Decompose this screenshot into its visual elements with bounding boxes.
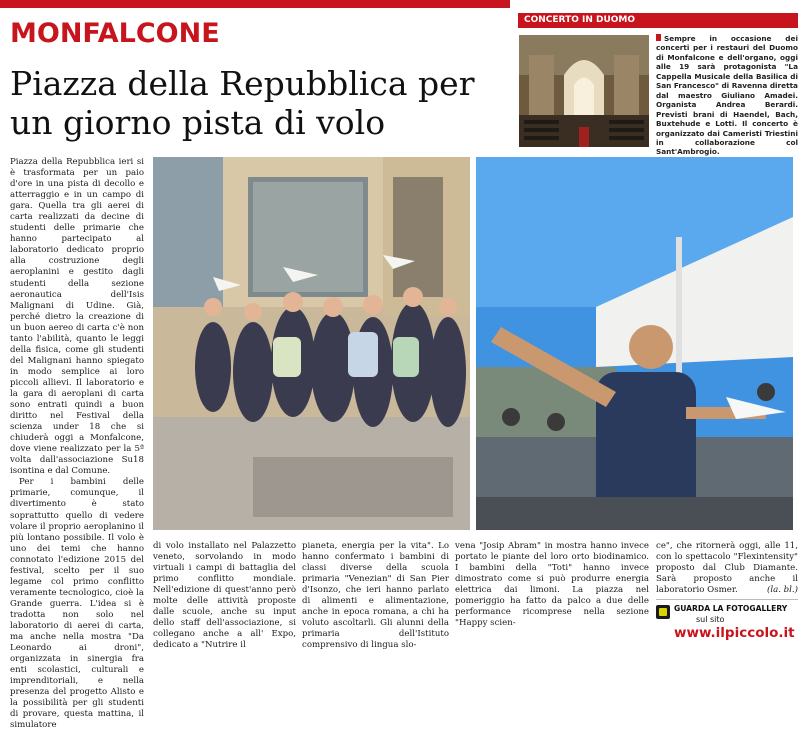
sidebar-heading: CONCERTO IN DUOMO: [518, 13, 798, 28]
article-column-1: [10, 157, 144, 731]
article-column-5: [656, 541, 798, 601]
article-paragraph: Piazza della Repubblica ieri si è trasformata per un paio d'ore in una pista di decollo e atterraggio e in un campo di gara. Quella tra gli aerei di carta realizzati da decine di studenti delle primarie che hanno partecipato al laboratorio dedicato proprio alla costruzione degli aeroplanini e gestito dagli studenti della sezione aeronautica dell'Isis Malignani di Udine. Già, perché dietro la creazione di un buon aereo di carta c'è non tanto l'abilità, quanto le leggi della fisica, come gli studenti del Malignani hanno spiegato in modo semplice ai loro piccoli allievi. Il laboratorio e la gara di aeroplani di carta sono entrati quindi a buon diritto nel Festival della scienza under 18 che si chiuderà oggi a Monfalcone, dove viene realizzato per la 5ª volta dall'associazione Su18 isontina e dal Comune.: [10, 157, 144, 477]
gallery-promo[interactable]: [656, 599, 798, 645]
top-accent-bar: [0, 0, 510, 8]
headline: Piazza della Repubblica per un giorno pista di volo: [10, 64, 475, 142]
sidebar-text: [656, 34, 798, 157]
section-title: MONFALCONE: [10, 18, 220, 49]
article-column-4: vena "Josip Abram" in mostra hanno invece portato le piante del loro orto biodinamico. I bambini della "Toti" hanno invece dimostrato come si può produrre energia elettrica dai limoni. La piazza nel pomeriggio ha fatto da palco a due delle performance ricomprese nella sezione "Happy scien-: [455, 541, 649, 629]
sidebar-body: Sempre in occasione dei concerti per i restauri del Duomo di Monfalcone e dell'organo, oggi alle 19 sarà protagonista "La Cappella Musicale della Basilica di San Francesco" di Ravenna diretta dal maestro Giuliano Amadei. Organista Andrea Berardi. Previsti brani di Haendel, Bach, Buxtehude e Lotti. Il concerto è organizzato dai Cameristi Triestini in collaborazione col Sant'Ambrogio.: [656, 34, 798, 157]
photo-man-launching-plane: [476, 157, 793, 530]
bullet-marker: [656, 34, 661, 41]
photo-children-paper-planes: [153, 157, 470, 530]
article-paragraph: Per i bambini delle primarie, comunque, il divertimento è stato soprattutto quello di vedere volare il proprio aeroplanino il più lontano possibile. Il volo è uno dei temi che hanno connotato l'edizione 2015 del festival, scelto per il suo legame col primo conflitto veramente tecnologico, cioè la Grande guerra. L'idea si è tradotta non solo nel laboratorio di aerei di carta, ma anche nella mostra "Da Leonardo ai droni", organizzata in sinergia fra enti scolastici, culturali e imprenditoriali, e nella presenza del progetto Alisto e la possibilità per gli studenti di provare, questa mattina, il simulatore: [10, 477, 144, 731]
article-text-end: ce", che ritornerà oggi, alle 11, con lo spettacolo "Flexintensity" proposto dal Club Diamante. Sarà proposto anche il laboratorio Osmer.: [656, 541, 798, 596]
gallery-url-link[interactable]: www.ilpiccolo.it: [674, 625, 795, 641]
article-column-2: di volo installato nel Palazzetto veneto, sorvolando in modo virtuali i campi di battaglia del primo conflitto mondiale. Nell'edizione di quest'anno però molte delle attività proposte dalle scuole, anche su input dello staff dell'associazione, si collegano anche a all' Expo, dedicato a "Nutrire il: [153, 541, 296, 651]
gallery-sub: sul sito: [696, 615, 725, 624]
camera-icon: [656, 605, 670, 619]
author-signature: (la. bl.): [766, 585, 798, 596]
gallery-label: GUARDA LA FOTOGALLERY: [674, 604, 788, 613]
article-column-3: pianeta, energia per la vita". Lo hanno confermato i bambini di classi diverse della scuola primaria "Venezian" di San Pier d'Isonzo, che ieri hanno parlato di alimenti e alimentazione, anche in epoca romana, a chi ha voluto ascoltarli. Gli alunni della primaria dell'Istituto comprensivo di lingua slo-: [302, 541, 449, 651]
photo-cathedral-interior: [519, 35, 649, 147]
